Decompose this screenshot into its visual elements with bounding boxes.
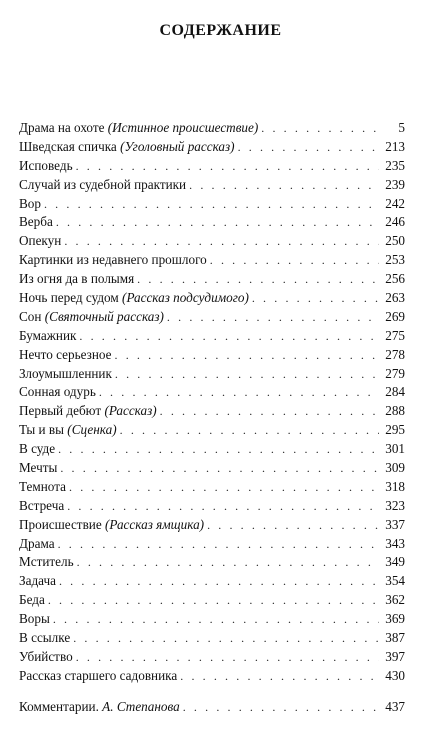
toc-entry-title bbox=[19, 667, 180, 686]
toc-entry-title bbox=[19, 648, 76, 667]
toc-entry[interactable] bbox=[19, 383, 405, 402]
toc-entry-title bbox=[19, 440, 58, 459]
toc-page-number: 275 bbox=[385, 327, 405, 343]
toc-entry[interactable] bbox=[19, 629, 405, 648]
toc-entry[interactable] bbox=[19, 572, 405, 591]
toc-entry-title bbox=[19, 213, 56, 232]
toc-entry-main-title: Первый дебют bbox=[19, 403, 105, 419]
toc-entry-title bbox=[19, 698, 183, 717]
toc-leader-dots bbox=[76, 648, 379, 667]
toc-entry-main-title: Ты и вы bbox=[19, 422, 68, 438]
toc-entry[interactable] bbox=[19, 308, 405, 327]
toc-leader-dots bbox=[261, 119, 379, 138]
toc-entry-subtitle: (Рассказ ямщика) bbox=[105, 516, 205, 532]
toc-page-number: 323 bbox=[385, 497, 405, 513]
toc-entry-title bbox=[19, 195, 44, 214]
toc-page-number: 213 bbox=[385, 138, 405, 154]
toc-leader-dots bbox=[79, 327, 379, 346]
toc-leader-dots bbox=[53, 610, 379, 629]
toc-entry-title bbox=[19, 459, 60, 478]
toc-entry[interactable] bbox=[19, 157, 405, 176]
toc-page-number: 343 bbox=[385, 535, 405, 551]
toc-entry-subtitle: (Святочный рассказ) bbox=[44, 308, 164, 324]
toc-leader-dots bbox=[44, 195, 379, 214]
toc-entry-title bbox=[19, 251, 210, 270]
toc-entry[interactable] bbox=[19, 478, 405, 497]
toc-entry-title bbox=[19, 308, 167, 327]
toc-entry[interactable] bbox=[19, 365, 405, 384]
toc-entry[interactable] bbox=[19, 195, 405, 214]
toc-leader-dots bbox=[73, 629, 379, 648]
toc-leader-dots bbox=[210, 251, 379, 270]
toc-entry-title bbox=[19, 421, 120, 440]
toc-entry[interactable] bbox=[19, 138, 405, 157]
toc-page-number: 253 bbox=[385, 252, 405, 268]
toc-entry[interactable] bbox=[19, 610, 405, 629]
toc-entry[interactable] bbox=[19, 497, 405, 516]
toc-entry-title bbox=[19, 516, 207, 535]
toc-entry-title bbox=[19, 572, 59, 591]
toc-page-number: 278 bbox=[385, 346, 405, 362]
toc-entry-title bbox=[19, 629, 73, 648]
toc-entry-title bbox=[19, 478, 69, 497]
toc-entry[interactable] bbox=[19, 213, 405, 232]
toc-entry-title bbox=[19, 365, 115, 384]
toc-entry[interactable] bbox=[19, 251, 405, 270]
toc-page-number: 242 bbox=[385, 195, 405, 211]
toc-entry-main-title: Беда bbox=[19, 592, 45, 608]
toc-leader-dots bbox=[48, 591, 379, 610]
toc-entry-main-title: Случай из судебной практики bbox=[19, 176, 187, 192]
toc-page-number: 256 bbox=[385, 271, 405, 287]
toc-entry-main-title: Злоумышленник bbox=[19, 365, 112, 381]
toc-entry-title bbox=[19, 591, 48, 610]
toc-entry-title bbox=[19, 289, 252, 308]
toc-entry-main-title: Опекун bbox=[19, 233, 62, 249]
toc-entry-main-title: Из огня да в полымя bbox=[19, 271, 135, 287]
toc-leader-dots bbox=[115, 365, 379, 384]
toc-leader-dots bbox=[58, 535, 379, 554]
toc-page-number: 295 bbox=[385, 422, 405, 438]
toc-page-number: 235 bbox=[385, 157, 405, 173]
toc-entry-main-title: Драма bbox=[19, 535, 55, 551]
toc-page-number: 269 bbox=[385, 308, 405, 324]
toc-entry-title bbox=[19, 610, 53, 629]
toc-entry-main-title: Ночь перед судом bbox=[19, 290, 123, 306]
toc-entry[interactable] bbox=[19, 516, 405, 535]
toc-page-number: 362 bbox=[385, 592, 405, 608]
toc-entry-title bbox=[19, 138, 238, 157]
toc-entry-main-title: Картинки из недавнего прошлого bbox=[19, 252, 207, 268]
toc-entry[interactable] bbox=[19, 667, 405, 686]
toc-leader-dots bbox=[64, 232, 379, 251]
toc-page-number: 387 bbox=[385, 630, 405, 646]
toc-page-number: 263 bbox=[385, 290, 405, 306]
toc-entry[interactable] bbox=[19, 327, 405, 346]
toc-leader-dots bbox=[58, 440, 379, 459]
toc-entry-title bbox=[19, 157, 76, 176]
toc-entry-main-title: Задача bbox=[19, 573, 56, 589]
page-title: СОДЕРЖАНИЕ bbox=[159, 22, 282, 39]
toc-entry-main-title: В суде bbox=[19, 441, 56, 457]
toc-entry-main-title: Исповедь bbox=[19, 157, 73, 173]
toc-page-number: 284 bbox=[385, 384, 405, 400]
toc-leader-dots bbox=[160, 402, 379, 421]
toc-page-number: 318 bbox=[385, 478, 405, 494]
toc-entry-main-title: Воры bbox=[19, 611, 50, 627]
toc-entry[interactable] bbox=[19, 346, 405, 365]
toc-entry[interactable] bbox=[19, 535, 405, 554]
toc-entry-main-title: Убийство bbox=[19, 648, 73, 664]
toc-page-number: 279 bbox=[385, 365, 405, 381]
toc-leader-dots bbox=[137, 270, 379, 289]
toc-page-number: 5 bbox=[398, 120, 405, 135]
toc-entry-main-title: Темнота bbox=[19, 478, 67, 494]
toc-entry-title bbox=[19, 176, 189, 195]
toc-page-number: 369 bbox=[385, 611, 405, 627]
toc-entry-subtitle: (Сценка) bbox=[67, 422, 117, 438]
toc-entry-main-title: Драма на охоте bbox=[19, 120, 108, 135]
toc-page-number: 250 bbox=[385, 233, 405, 249]
toc-page-number: 430 bbox=[385, 667, 405, 683]
toc-entry-title bbox=[19, 270, 137, 289]
toc-entry[interactable] bbox=[19, 289, 405, 308]
toc-divider-gap bbox=[19, 686, 405, 698]
toc-page-number: 437 bbox=[385, 698, 405, 714]
toc-leader-dots bbox=[252, 289, 379, 308]
toc-entry-title bbox=[19, 119, 261, 138]
toc-entry-subtitle: А. Степанова bbox=[102, 698, 180, 714]
toc-entry[interactable] bbox=[19, 232, 405, 251]
toc-leader-dots bbox=[60, 459, 379, 478]
toc-entries bbox=[19, 119, 405, 686]
toc-entry-title bbox=[19, 535, 58, 554]
toc-entry-main-title: Сонная одурь bbox=[19, 384, 96, 400]
toc-leader-dots bbox=[115, 346, 379, 365]
toc-leader-dots bbox=[99, 383, 379, 402]
toc-leader-dots bbox=[59, 572, 379, 591]
toc-entry-main-title: Встреча bbox=[19, 497, 65, 513]
toc-leader-dots bbox=[77, 553, 379, 572]
toc-page-number: 309 bbox=[385, 460, 405, 476]
toc-entry-title bbox=[19, 346, 115, 365]
toc-leader-dots bbox=[56, 213, 379, 232]
toc-leader-dots bbox=[189, 176, 379, 195]
toc-entry-main-title: Нечто серьезное bbox=[19, 346, 112, 362]
toc-entry-main-title: Рассказ старшего садовника bbox=[19, 667, 178, 683]
toc-entry[interactable] bbox=[19, 459, 405, 478]
toc-entry-main-title: Бумажник bbox=[19, 327, 77, 343]
toc-entry-main-title: В ссылке bbox=[19, 630, 71, 646]
toc-entry[interactable] bbox=[19, 648, 405, 667]
toc-entry-main-title: Мститель bbox=[19, 554, 74, 570]
toc-entry-main-title: Происшествие bbox=[19, 516, 106, 532]
toc-leader-dots bbox=[167, 308, 379, 327]
toc-entry-main-title: Комментарии. bbox=[19, 698, 103, 714]
toc-leader-dots bbox=[180, 667, 379, 686]
toc-page-number: 301 bbox=[385, 441, 405, 457]
toc-entry-subtitle: (Рассказ) bbox=[104, 403, 157, 419]
toc-entry-title bbox=[19, 497, 67, 516]
toc-entry-title bbox=[19, 327, 79, 346]
toc-entry[interactable] bbox=[19, 591, 405, 610]
toc-entry-title bbox=[19, 383, 99, 402]
toc-page-number: 239 bbox=[385, 176, 405, 192]
toc-entry-main-title: Сон bbox=[19, 308, 45, 324]
toc-entry[interactable] bbox=[19, 119, 405, 138]
toc-entry[interactable] bbox=[19, 553, 405, 572]
toc-page-number: 288 bbox=[385, 403, 405, 419]
toc-entry[interactable] bbox=[19, 402, 405, 421]
toc-leader-dots bbox=[238, 138, 379, 157]
table-of-contents bbox=[19, 119, 405, 717]
toc-entry-title bbox=[19, 402, 160, 421]
toc-page-number: 349 bbox=[385, 554, 405, 570]
toc-leader-dots bbox=[183, 698, 379, 717]
toc-entry-subtitle: (Уголовный рассказ) bbox=[120, 138, 235, 154]
toc-page-number: 337 bbox=[385, 516, 405, 532]
toc-entry[interactable] bbox=[19, 270, 405, 289]
toc-page-number: 354 bbox=[385, 573, 405, 589]
toc-entry-title bbox=[19, 232, 64, 251]
toc-entry-subtitle: (Рассказ подсудимого) bbox=[122, 290, 249, 306]
toc-entry[interactable] bbox=[19, 440, 405, 459]
toc-leader-dots bbox=[69, 478, 379, 497]
toc-leader-dots bbox=[76, 157, 379, 176]
toc-entry-main-title: Вор bbox=[19, 195, 41, 211]
toc-entry-main-title: Шведская спичка bbox=[19, 138, 121, 154]
toc-entry-subtitle: (Истинное происшествие) bbox=[107, 120, 259, 135]
toc-leader-dots bbox=[207, 516, 379, 535]
toc-leader-dots bbox=[67, 497, 379, 516]
toc-entry-main-title: Верба bbox=[19, 214, 53, 230]
toc-entry[interactable] bbox=[19, 176, 405, 195]
toc-entry-title bbox=[19, 553, 77, 572]
toc-page-number: 397 bbox=[385, 648, 405, 664]
toc-page-number: 246 bbox=[385, 214, 405, 230]
toc-entry-main-title: Мечты bbox=[19, 460, 58, 476]
toc-leader-dots bbox=[120, 421, 379, 440]
toc-entry[interactable] bbox=[19, 421, 405, 440]
toc-entry-commentary[interactable] bbox=[19, 698, 405, 717]
